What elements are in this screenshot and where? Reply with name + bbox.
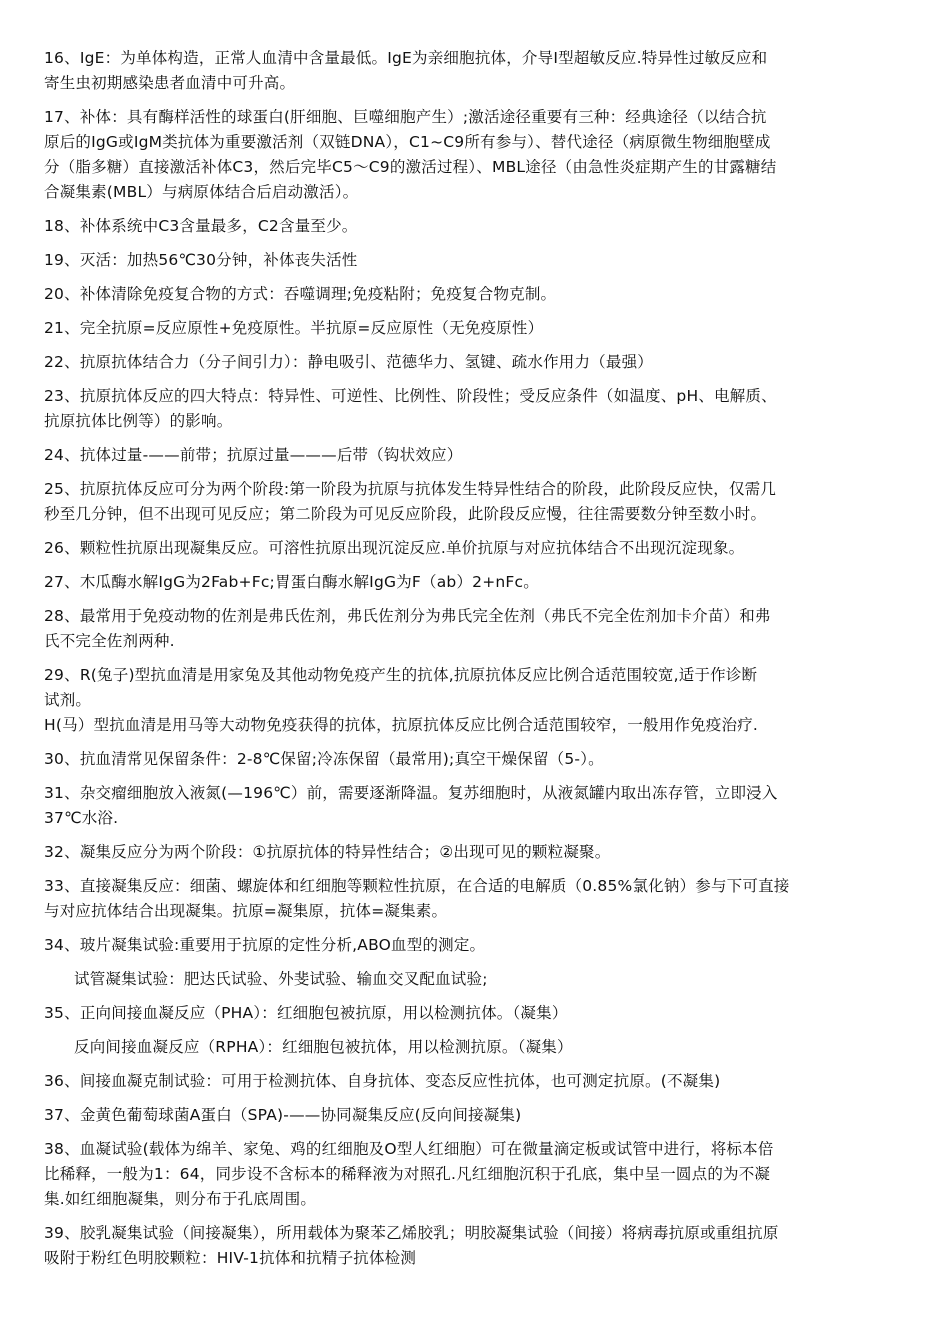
paragraph-37 [44, 1103, 910, 1128]
paragraph-30 [44, 747, 910, 772]
text-line: 29、R(兔子)型抗血清是用家兔及其他动物免疫产生的抗体,抗原抗体反应比例合适范围较宽,适于作诊断 [44, 666, 758, 684]
paragraph-36 [44, 1069, 910, 1094]
text-line: 27、木瓜酶水解IgG为2Fab+Fc;胃蛋白酶水解IgG为F（ab）2+nFc。 [44, 573, 539, 591]
paragraph-27 [44, 570, 910, 595]
text-line: 20、补体清除免疫复合物的方式：吞噬调理;免疫粘附；免疫复合物克制。 [44, 285, 557, 303]
paragraph-35-sub [44, 1035, 910, 1060]
text-line: 36、间接血凝克制试验：可用于检测抗体、自身抗体、变态反应性抗体，也可测定抗原。(不凝集) [44, 1072, 721, 1090]
paragraph-21 [44, 316, 910, 341]
paragraph-25 [44, 477, 910, 527]
text-line: 38、血凝试验(载体为绵羊、家兔、鸡的红细胞及O型人红细胞）可在微量滴定板或试管中进行，将标本倍 [44, 1140, 774, 1158]
text-line: 吸附于粉红色明胶颗粒：HIV-1抗体和抗精子抗体检测 [44, 1249, 417, 1267]
paragraph-20 [44, 282, 910, 307]
paragraph-24 [44, 443, 910, 468]
paragraph-16 [44, 46, 910, 96]
text-line: 24、抗体过量-——前带；抗原过量———后带（钩状效应） [44, 446, 463, 464]
text-line: 试剂。 [44, 691, 92, 709]
text-line: 集.如红细胞凝集，则分布于孔底周围。 [44, 1190, 317, 1208]
paragraph-32 [44, 840, 910, 865]
text-line: 37、金黄色葡萄球菌A蛋白（SPA)-——协同凝集反应(反向间接凝集) [44, 1106, 522, 1124]
text-line: 原后的IgG或IgM类抗体为重要激活剂（双链DNA），C1~C9所有参与）、替代途径（病原微生物细胞壁成 [44, 133, 771, 151]
paragraph-31 [44, 781, 910, 831]
text-line: 34、玻片凝集试验:重要用于抗原的定性分析,ABO血型的测定。 [44, 936, 486, 954]
text-line: 比稀释，一般为1：64，同步设不含标本的稀释液为对照孔.凡红细胞沉积于孔底，集中呈一圆点的为不凝 [44, 1165, 771, 1183]
text-line: 分（脂多糖）直接激活补体C3，然后完毕C5～C9的激活过程）、MBL途径（由急性炎症期产生的甘露糖结 [44, 158, 777, 176]
paragraph-39 [44, 1221, 910, 1271]
text-line: 37℃水浴. [44, 809, 119, 827]
text-line: 23、抗原抗体反应的四大特点：特异性、可逆性、比例性、阶段性；受反应条件（如温度、pH、电解质、 [44, 387, 777, 405]
text-line: 25、抗原抗体反应可分为两个阶段:第一阶段为抗原与抗体发生特异性结合的阶段，此阶段反应快，仅需几 [44, 480, 777, 498]
text-line: 16、IgE：为单体构造，正常人血清中含量最低。IgE为亲细胞抗体，介导Ⅰ型超敏反应.特异性过敏反应和 [44, 49, 768, 67]
text-line: 28、最常用于免疫动物的佐剂是弗氏佐剂，弗氏佐剂分为弗氏完全佐剂（弗氏不完全佐剂加卡介苗）和弗 [44, 607, 771, 625]
text-line: 32、凝集反应分为两个阶段：①抗原抗体的特异性结合；②出现可见的颗粒凝聚。 [44, 843, 611, 861]
text-line: 秒至几分钟，但不出现可见反应；第二阶段为可见反应阶段，此阶段反应慢，往往需要数分钟至数小时。 [44, 505, 767, 523]
text-line: 31、杂交瘤细胞放入液氮(—196℃）前，需要逐渐降温。复苏细胞时，从液氮罐内取出冻存管，立即浸入 [44, 784, 778, 802]
text-line: 19、灭活：加热56℃30分钟，补体丧失活性 [44, 251, 358, 269]
text-line: 26、颗粒性抗原出现凝集反应。可溶性抗原出现沉淀反应.单价抗原与对应抗体结合不出现沉淀现象。 [44, 539, 745, 557]
text-line: 17、补体：具有酶样活性的球蛋白(肝细胞、巨噬细胞产生）;激活途径重要有三种：经典途径（以结合抗 [44, 108, 767, 126]
paragraph-23 [44, 384, 910, 434]
text-line: H(马）型抗血清是用马等大动物免疫获得的抗体，抗原抗体反应比例合适范围较窄，一般用作免疫治疗. [44, 716, 759, 734]
paragraph-33 [44, 874, 910, 924]
paragraph-28 [44, 604, 910, 654]
text-line: 寄生虫初期感染患者血清中可升高。 [44, 74, 296, 92]
text-line: 35、正向间接血凝反应（PHA）：红细胞包被抗原，用以检测抗体。（凝集） [44, 1004, 568, 1022]
text-line: 22、抗原抗体结合力（分子间引力）：静电吸引、范德华力、氢键、疏水作用力（最强） [44, 353, 653, 371]
text-line: 氏不完全佐剂两种. [44, 632, 175, 650]
text-line: 合凝集素(MBL）与病原体结合后启动激活）。 [44, 183, 359, 201]
document-page [44, 46, 910, 1280]
text-line: 33、直接凝集反应：细菌、螺旋体和红细胞等颗粒性抗原，在合适的电解质（0.85%氯化钠）参与下可直接 [44, 877, 790, 895]
paragraph-38 [44, 1137, 910, 1212]
text-line: 21、完全抗原=反应原性+免疫原性。半抗原=反应原性（无免疫原性） [44, 319, 544, 337]
text-line: 反向间接血凝反应（RPHA）：红细胞包被抗体，用以检测抗原。（凝集） [74, 1038, 573, 1056]
text-line: 30、抗血清常见保留条件：2-8℃保留;冷冻保留（最常用);真空干燥保留（5-）。 [44, 750, 604, 768]
text-line: 39、胶乳凝集试验（间接凝集），所用载体为聚苯乙烯胶乳；明胶凝集试验（间接）将病毒抗原或重组抗原 [44, 1224, 779, 1242]
paragraph-34 [44, 933, 910, 958]
paragraph-18 [44, 214, 910, 239]
text-line: 18、补体系统中C3含量最多，C2含量至少。 [44, 217, 358, 235]
paragraph-19 [44, 248, 910, 273]
paragraph-26 [44, 536, 910, 561]
text-line: 与对应抗体结合出现凝集。抗原=凝集原，抗体=凝集素。 [44, 902, 448, 920]
paragraph-34-sub [44, 967, 910, 992]
text-line: 抗原抗体比例等）的影响。 [44, 412, 233, 430]
text-line: 试管凝集试验：肥达氏试验、外斐试验、输血交叉配血试验; [74, 970, 488, 988]
paragraph-29 [44, 663, 910, 738]
paragraph-35 [44, 1001, 910, 1026]
paragraph-17 [44, 105, 910, 205]
paragraph-22 [44, 350, 910, 375]
